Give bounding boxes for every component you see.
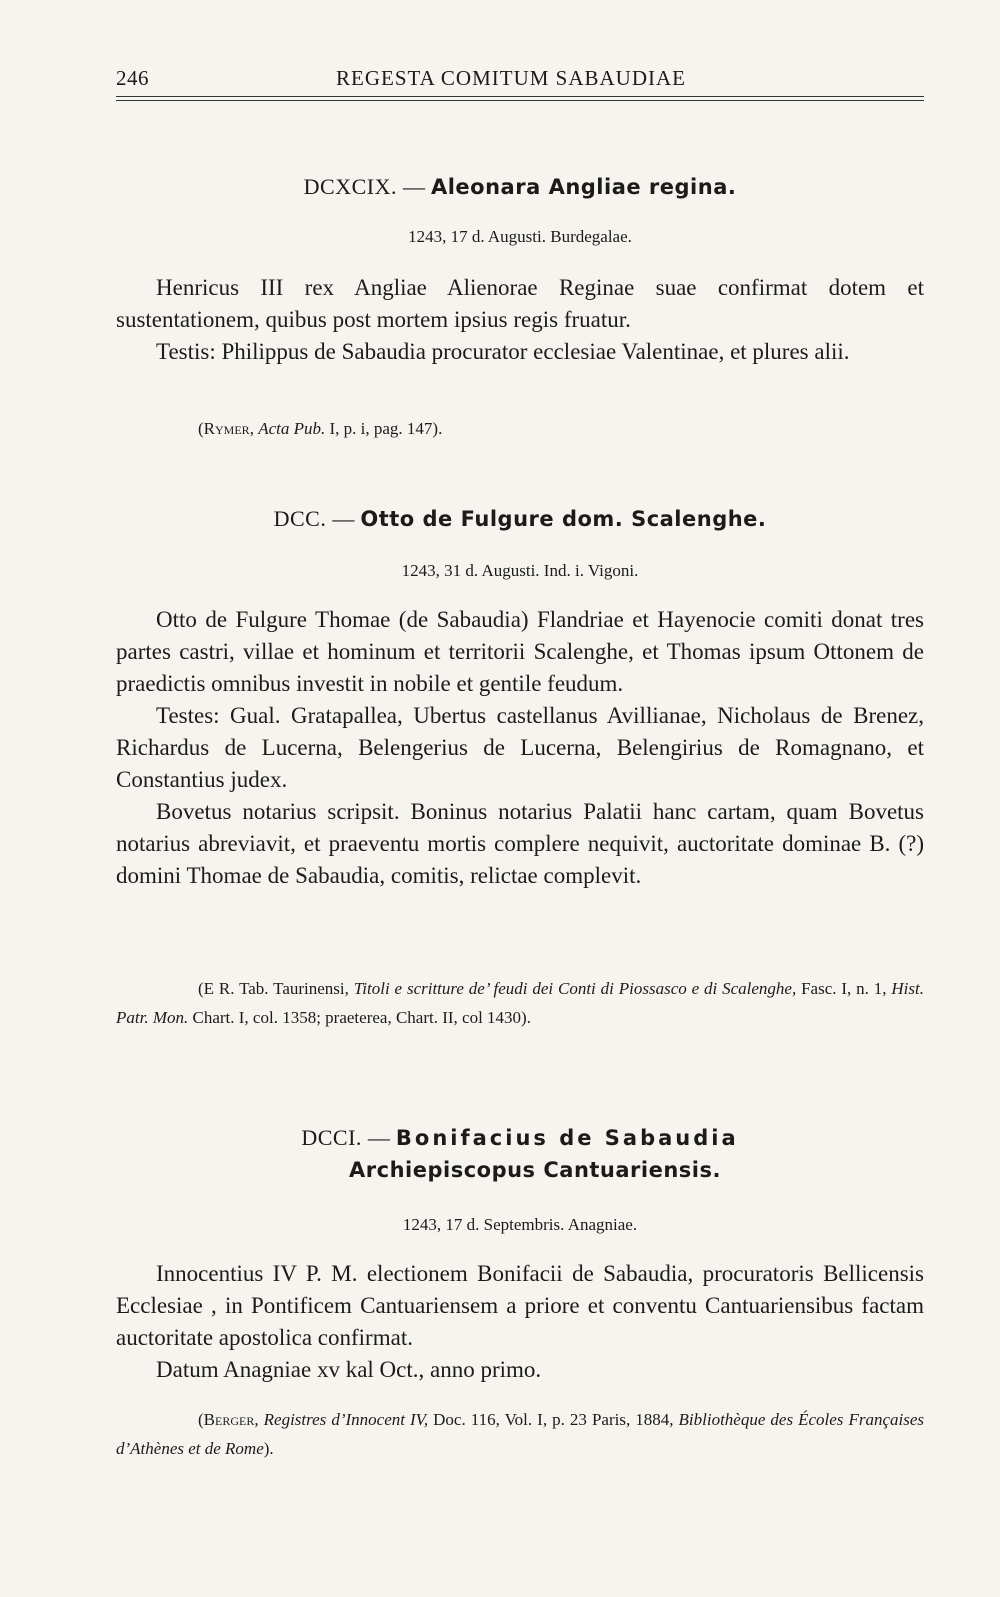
running-title: REGESTA COMITUM SABAUDIAE [336, 66, 686, 90]
entry-paragraph: Datum Anagniae xv kal Oct., anno primo. [156, 1357, 542, 1382]
entry-citation: (Berger, Registres d’Innocent IV, Doc. 116, Vol. I, p. 23 Paris, 1884, Bibliothèque des Écoles Françaises d’Athènes et de Rome). [116, 1410, 925, 1458]
entry-paragraph: Henricus III rex Angliae Alienorae Reginae suae confirmat dotem et sustentationem, quibus post mortem ipsius regis fruatur. [116, 275, 924, 332]
entry-paragraph: Testes: Gual. Gratapallea, Ubertus castellanus Avillianae, Nicholaus de Brenez, Richardus de Lucerna, Belengerius de Lucerna, Belengirius de Romagnano, et Constantius judex. [116, 703, 924, 792]
citation-work: Acta Pub. [258, 419, 326, 438]
header-rule-top [116, 96, 924, 97]
entry-title-line2: Archiepiscopus Cantuariensis. [349, 1158, 721, 1182]
running-head [116, 66, 924, 96]
citation-title: Titoli e scritture de’ feudi dei Conti di Piossasco e di Scalenghe, [353, 979, 797, 998]
entry-title: Aleonara Angliae regina. [430, 175, 737, 199]
citation-work: Registres d’Innocent IV, [263, 1410, 429, 1429]
entry-number: DCCI. [301, 1125, 362, 1150]
entry-paragraph: Otto de Fulgure Thomae (de Sabaudia) Flandriae et Hayenocie comiti donat tres partes castri, villae et hominum et territorii Scalenghe, et Thomas ipsum Ottonem de praedictis omnibus investit in nobile et gentile feudum. [116, 607, 924, 696]
citation-author: Rymer [203, 419, 250, 438]
entry-paragraph: Testis: Philippus de Sabaudia procurator ecclesiae Valentinae, et plures alii. [156, 339, 850, 364]
entry-body [116, 1258, 924, 1386]
entry-heading: DCC. — Otto de Fulgure dom. Scalenghe. [273, 506, 767, 531]
entry-dateline: 1243, 17 d. Septembris. Anagniae. [402, 1215, 638, 1234]
entry-heading: DCXCIX. — Aleonara Angliae regina. [303, 174, 737, 199]
entry-citation: (E R. Tab. Taurinensi, Titoli e scritture de’ feudi dei Conti di Piossasco e di Scalenghe, Fasc. I, n. 1, Hist. Patr. Mon. Chart. I, col. 1358; praeterea, Chart. II, col 1430). [116, 979, 924, 1027]
header-rule-bottom [116, 100, 924, 101]
entry-title-line1: Bonifacius de Sabaudia [395, 1126, 739, 1150]
entry-number: DCC. [273, 506, 327, 531]
entry-title: Otto de Fulgure dom. Scalenghe. [360, 507, 767, 531]
entry-body [116, 272, 924, 368]
entry-heading: DCCI. — Bonifacius de Sabaudia Archiepiscopus Cantuariensis. [116, 1122, 924, 1186]
entry-paragraph: Innocentius IV P. M. electionem Bonifacii de Sabaudia, procuratoris Bellicensis Ecclesiae , in Pontificem Cantuariensem a priore et conventu Cantuariensibus factam auctoritate apostolica confirmat. [116, 1261, 924, 1350]
entry-paragraph: Bovetus notarius scripsit. Boninus notarius Palatii hanc cartam, quam Bovetus notarius abreviavit, et praeventu mortis complere nequivit, auctoritate dominae B. (?) domini Thomae de Sabaudia, comitis, relictae complevit. [116, 799, 924, 888]
page-number: 246 [116, 66, 149, 90]
entry-citation: (Rymer, Acta Pub. I, p. i, pag. 147). [198, 419, 443, 438]
entry-number: DCXCIX. [303, 174, 397, 199]
citation-author: Berger [203, 1410, 255, 1429]
citation-series: Hist. Patr. Mon. [116, 979, 924, 1027]
citation-series: Bibliothèque des Écoles Françaises d’Athènes et de Rome [116, 1410, 925, 1458]
entry-dateline: 1243, 31 d. Augusti. Ind. i. Vigoni. [401, 561, 639, 580]
entry-dateline: 1243, 17 d. Augusti. Burdegalae. [408, 227, 632, 246]
entry-body [116, 604, 924, 892]
